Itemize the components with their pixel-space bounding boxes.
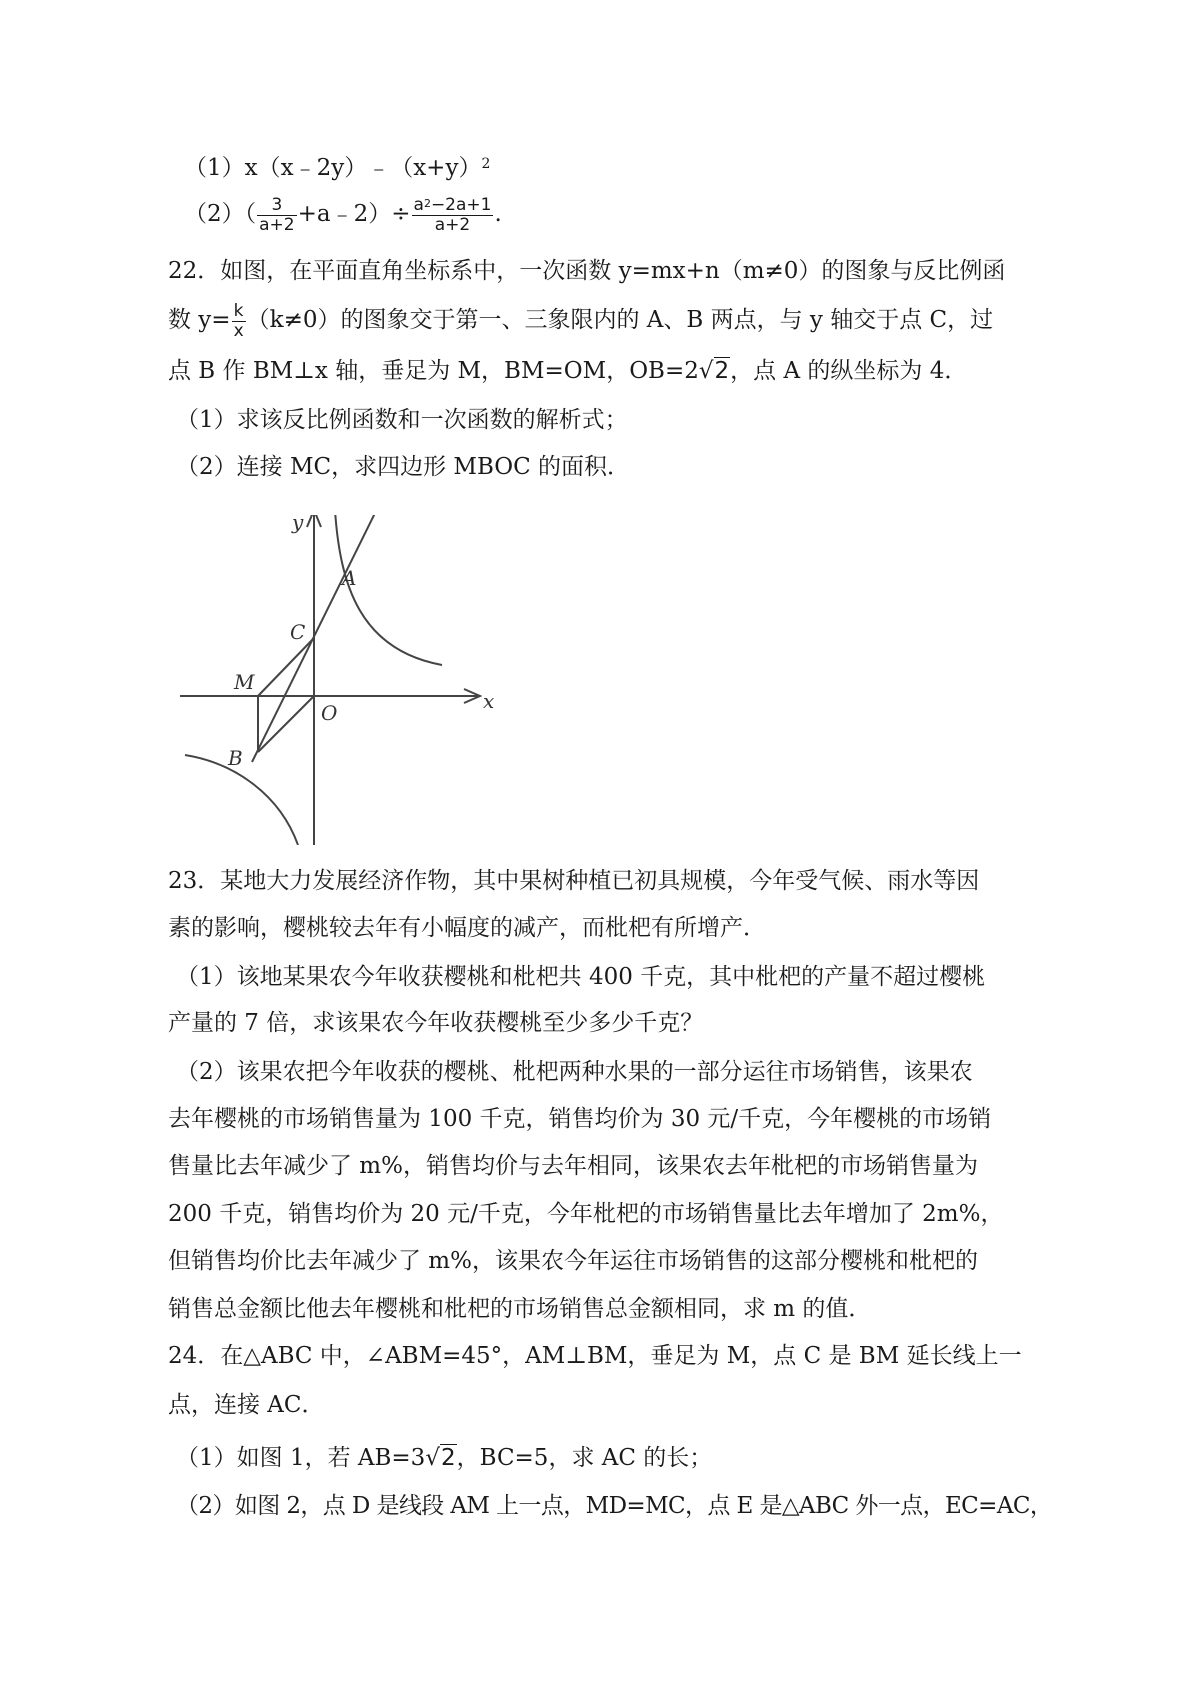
q24-line2: 点，连接 AC． bbox=[168, 1392, 325, 1418]
q22-fraction-k-over-x bbox=[232, 302, 246, 341]
q22-coordinate-figure bbox=[180, 515, 500, 845]
q21-part2 bbox=[184, 192, 502, 236]
q22-line3 bbox=[168, 356, 967, 386]
q21-fraction-2-rest: −2a+1 bbox=[430, 194, 492, 215]
q21-part2-end: . bbox=[494, 201, 502, 227]
q21-fraction-2-exponent: 2 bbox=[423, 196, 431, 210]
q23-sub1-line2: 产量的 7 倍，求该果农今年收获樱桃至少多少千克？ bbox=[168, 1010, 704, 1036]
q21-part1 bbox=[184, 153, 490, 183]
q21-fraction-1-denominator: a+2 bbox=[259, 214, 295, 235]
q22-sqrt-radicand: 2 bbox=[714, 358, 730, 384]
hyperbola-branch-q1 bbox=[335, 515, 442, 665]
q21-fraction-1-numerator: 3 bbox=[257, 196, 296, 216]
q23-sub2-line4: 200 千克，销售均价为 20 元/千克，今年枇杷的市场销售量比去年增加了 2m%， bbox=[168, 1201, 1004, 1227]
q24-sqrt: √2 bbox=[425, 1445, 456, 1471]
q24-sub1-start: （1）如图 1，若 AB=3 bbox=[176, 1445, 426, 1471]
q24-sub1 bbox=[176, 1443, 712, 1473]
q21-part2-open: （2）（ bbox=[184, 201, 257, 227]
label-x: x bbox=[483, 689, 495, 713]
label-a: A bbox=[342, 566, 357, 590]
label-c: C bbox=[290, 620, 306, 644]
q22-fraction-numerator: k bbox=[232, 302, 246, 322]
q22-sub1: （1）求该反比例函数和一次函数的解析式； bbox=[176, 407, 628, 433]
q22-fraction-denominator: x bbox=[233, 320, 244, 341]
q22-sub2: （2）连接 MC，求四边形 MBOC 的面积． bbox=[176, 454, 631, 480]
q22-line3-end: ，点 A 的纵坐标为 4． bbox=[730, 358, 968, 384]
label-m: M bbox=[234, 670, 255, 694]
q22-line2-end: （k≠0）的图象交于第一、三象限内的 A、B 两点，与 y 轴交于点 C，过 bbox=[246, 307, 994, 333]
q21-fraction-2 bbox=[412, 196, 494, 235]
q21-fraction-2-denominator: a+2 bbox=[434, 214, 471, 235]
q23-sub2-line2: 去年樱桃的市场销售量为 100 千克，销售均价为 30 元/千克，今年樱桃的市场销 bbox=[168, 1106, 992, 1132]
q23-sub1-line1: （1）该地某果农今年收获樱桃和枇杷共 400 千克，其中枇杷的产量不超过樱桃 bbox=[176, 964, 986, 990]
q21-fraction-2-base: a bbox=[413, 194, 424, 215]
q21-fraction-2-numerator bbox=[412, 196, 494, 216]
q24-sqrt-radicand: 2 bbox=[440, 1445, 456, 1471]
segment-mc bbox=[258, 638, 314, 696]
label-y: y bbox=[292, 515, 304, 534]
q21-part1-text: （1）x（x﹣2y）﹣（x+y） bbox=[184, 155, 482, 181]
q22-sqrt: √2 bbox=[698, 358, 730, 384]
q22-line3-start: 点 B 作 BM⊥x 轴，垂足为 M，BM=OM，OB=2 bbox=[168, 358, 699, 384]
q24-sub2: （2）如图 2，点 D 是线段 AM 上一点，MD=MC，点 E 是△ABC 外一点，EC=AC， bbox=[176, 1493, 1053, 1519]
q23-line2: 素的影响，樱桃较去年有小幅度的减产，而枇杷有所增产． bbox=[168, 915, 766, 941]
q22-line1: 22．如图，在平面直角坐标系中，一次函数 y=mx+n（m≠0）的图象与反比例函 bbox=[168, 258, 1006, 284]
q23-sub2-line3: 售量比去年减少了 m%，销售均价与去年相同，该果农去年枇杷的市场销售量为 bbox=[168, 1153, 978, 1179]
q23-sub2-line1: （2）该果农把今年收获的樱桃、枇杷两种水果的一部分运往市场销售，该果农 bbox=[176, 1059, 973, 1085]
segment-ob bbox=[258, 696, 314, 752]
q21-fraction-1 bbox=[257, 196, 296, 235]
q21-part2-middle: +a﹣2）÷ bbox=[297, 201, 411, 227]
q22-line2 bbox=[168, 298, 993, 342]
label-o: O bbox=[321, 701, 338, 725]
q23-sub2-line6: 销售总金额比他去年樱桃和枇杷的市场销售总金额相同，求 m 的值． bbox=[168, 1296, 872, 1322]
q22-line2-start: 数 y= bbox=[168, 307, 231, 333]
q24-line1: 24．在△ABC 中，∠ABM=45°，AM⊥BM，垂足为 M，点 C 是 BM 延长线上一 bbox=[168, 1343, 1022, 1369]
q21-part1-exponent: 2 bbox=[481, 156, 491, 172]
q24-sub1-end: ，BC=5，求 AC 的长； bbox=[456, 1445, 713, 1471]
q23-line1: 23．某地大力发展经济作物，其中果树种植已初具规模，今年受气候、雨水等因 bbox=[168, 868, 980, 894]
q23-sub2-line5: 但销售均价比去年减少了 m%，该果农今年运往市场销售的这部分樱桃和枇杷的 bbox=[168, 1248, 978, 1274]
label-b: B bbox=[228, 746, 243, 770]
